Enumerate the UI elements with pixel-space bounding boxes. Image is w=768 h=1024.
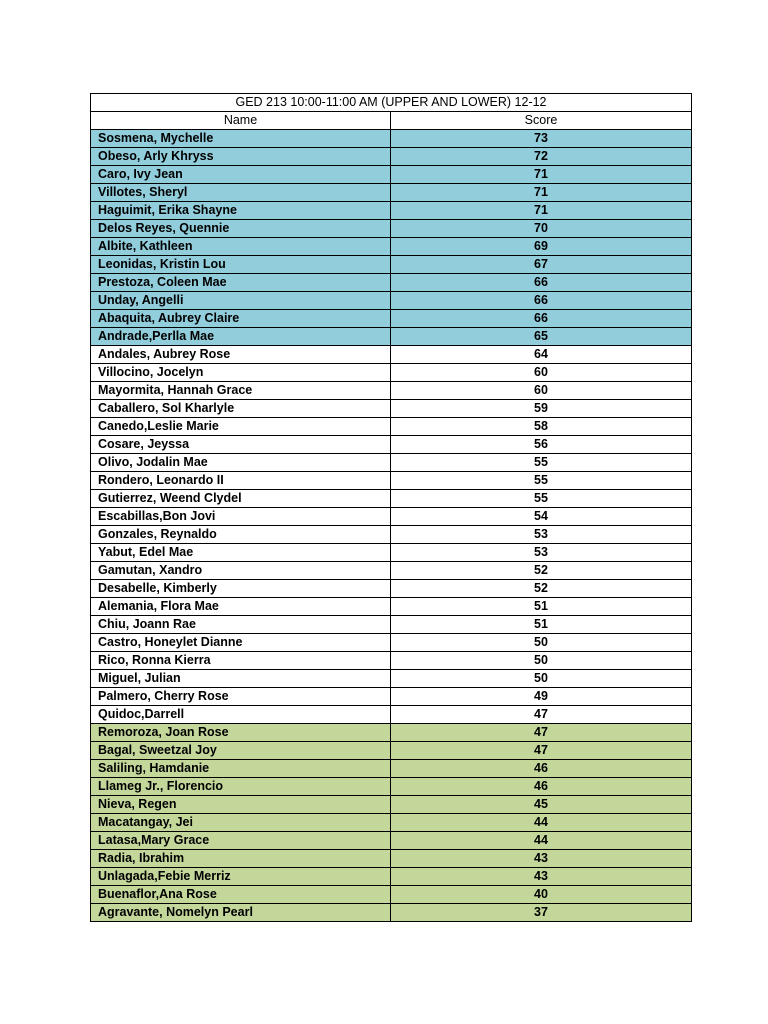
score-cell: 47 bbox=[391, 724, 692, 742]
score-cell: 60 bbox=[391, 364, 692, 382]
score-cell: 51 bbox=[391, 598, 692, 616]
student-name-cell: Llameg Jr., Florencio bbox=[91, 778, 391, 796]
table-row bbox=[91, 760, 692, 778]
table-row bbox=[91, 256, 692, 274]
student-name-cell: Andrade,Perlla Mae bbox=[91, 328, 391, 346]
table-row bbox=[91, 814, 692, 832]
table-row bbox=[91, 778, 692, 796]
student-name-cell: Delos Reyes, Quennie bbox=[91, 220, 391, 238]
table-row bbox=[91, 346, 692, 364]
table-row bbox=[91, 382, 692, 400]
table-row bbox=[91, 220, 692, 238]
student-name-cell: Saliling, Hamdanie bbox=[91, 760, 391, 778]
student-name-cell: Radia, Ibrahim bbox=[91, 850, 391, 868]
student-name-cell: Alemania, Flora Mae bbox=[91, 598, 391, 616]
score-cell: 53 bbox=[391, 526, 692, 544]
student-name-cell: Prestoza, Coleen Mae bbox=[91, 274, 391, 292]
score-cell: 71 bbox=[391, 202, 692, 220]
student-name-cell: Canedo,Leslie Marie bbox=[91, 418, 391, 436]
score-cell: 51 bbox=[391, 616, 692, 634]
table-row bbox=[91, 670, 692, 688]
table-row bbox=[91, 526, 692, 544]
score-cell: 66 bbox=[391, 292, 692, 310]
table-row bbox=[91, 274, 692, 292]
score-cell: 46 bbox=[391, 778, 692, 796]
student-name-cell: Macatangay, Jei bbox=[91, 814, 391, 832]
score-cell: 58 bbox=[391, 418, 692, 436]
student-name-cell: Abaquita, Aubrey Claire bbox=[91, 310, 391, 328]
score-cell: 52 bbox=[391, 580, 692, 598]
table-row bbox=[91, 724, 692, 742]
student-name-cell: Leonidas, Kristin Lou bbox=[91, 256, 391, 274]
table-row bbox=[91, 418, 692, 436]
table-row bbox=[91, 166, 692, 184]
student-name-cell: Miguel, Julian bbox=[91, 670, 391, 688]
student-name-cell: Unlagada,Febie Merriz bbox=[91, 868, 391, 886]
header-row bbox=[91, 112, 692, 130]
table-row bbox=[91, 562, 692, 580]
student-name-cell: Villocino, Jocelyn bbox=[91, 364, 391, 382]
table-row bbox=[91, 148, 692, 166]
student-name-cell: Palmero, Cherry Rose bbox=[91, 688, 391, 706]
score-cell: 40 bbox=[391, 886, 692, 904]
table-row bbox=[91, 742, 692, 760]
table-row bbox=[91, 202, 692, 220]
score-cell: 70 bbox=[391, 220, 692, 238]
score-cell: 50 bbox=[391, 634, 692, 652]
score-cell: 44 bbox=[391, 832, 692, 850]
student-name-cell: Gonzales, Reynaldo bbox=[91, 526, 391, 544]
student-name-cell: Albite, Kathleen bbox=[91, 238, 391, 256]
student-name-cell: Obeso, Arly Khryss bbox=[91, 148, 391, 166]
score-cell: 37 bbox=[391, 904, 692, 922]
table-row bbox=[91, 544, 692, 562]
student-name-cell: Yabut, Edel Mae bbox=[91, 544, 391, 562]
student-name-cell: Cosare, Jeyssa bbox=[91, 436, 391, 454]
score-column-header: Score bbox=[391, 112, 692, 130]
score-cell: 55 bbox=[391, 454, 692, 472]
table-row bbox=[91, 580, 692, 598]
student-name-cell: Latasa,Mary Grace bbox=[91, 832, 391, 850]
table-row bbox=[91, 328, 692, 346]
score-cell: 67 bbox=[391, 256, 692, 274]
student-name-cell: Gamutan, Xandro bbox=[91, 562, 391, 580]
table-row bbox=[91, 292, 692, 310]
table-row bbox=[91, 904, 692, 922]
student-name-cell: Unday, Angelli bbox=[91, 292, 391, 310]
score-table bbox=[90, 93, 692, 922]
score-cell: 55 bbox=[391, 490, 692, 508]
table-row bbox=[91, 832, 692, 850]
score-cell: 71 bbox=[391, 184, 692, 202]
score-cell: 56 bbox=[391, 436, 692, 454]
score-cell: 52 bbox=[391, 562, 692, 580]
table-row bbox=[91, 652, 692, 670]
score-cell: 69 bbox=[391, 238, 692, 256]
score-cell: 73 bbox=[391, 130, 692, 148]
score-cell: 66 bbox=[391, 274, 692, 292]
student-name-cell: Gutierrez, Weend Clydel bbox=[91, 490, 391, 508]
student-name-cell: Remoroza, Joan Rose bbox=[91, 724, 391, 742]
table-row bbox=[91, 634, 692, 652]
title-row bbox=[91, 94, 692, 112]
student-name-cell: Sosmena, Mychelle bbox=[91, 130, 391, 148]
table-row bbox=[91, 508, 692, 526]
table-row bbox=[91, 868, 692, 886]
sheet-title: GED 213 10:00-11:00 AM (UPPER AND LOWER) 12-12 bbox=[91, 94, 692, 112]
student-name-cell: Bagal, Sweetzal Joy bbox=[91, 742, 391, 760]
score-table-body bbox=[91, 130, 692, 922]
name-column-header: Name bbox=[91, 112, 391, 130]
score-cell: 55 bbox=[391, 472, 692, 490]
table-row bbox=[91, 616, 692, 634]
table-row bbox=[91, 130, 692, 148]
score-cell: 54 bbox=[391, 508, 692, 526]
score-cell: 43 bbox=[391, 868, 692, 886]
student-name-cell: Agravante, Nomelyn Pearl bbox=[91, 904, 391, 922]
table-row bbox=[91, 850, 692, 868]
table-row bbox=[91, 184, 692, 202]
score-cell: 43 bbox=[391, 850, 692, 868]
score-cell: 49 bbox=[391, 688, 692, 706]
score-cell: 64 bbox=[391, 346, 692, 364]
table-row bbox=[91, 400, 692, 418]
student-name-cell: Caballero, Sol Kharlyle bbox=[91, 400, 391, 418]
student-name-cell: Escabillas,Bon Jovi bbox=[91, 508, 391, 526]
score-cell: 66 bbox=[391, 310, 692, 328]
score-cell: 50 bbox=[391, 670, 692, 688]
score-cell: 59 bbox=[391, 400, 692, 418]
table-row bbox=[91, 688, 692, 706]
score-cell: 72 bbox=[391, 148, 692, 166]
student-name-cell: Rondero, Leonardo II bbox=[91, 472, 391, 490]
table-row bbox=[91, 472, 692, 490]
student-name-cell: Olivo, Jodalin Mae bbox=[91, 454, 391, 472]
student-name-cell: Rico, Ronna Kierra bbox=[91, 652, 391, 670]
table-row bbox=[91, 598, 692, 616]
table-row bbox=[91, 706, 692, 724]
table-row bbox=[91, 310, 692, 328]
score-cell: 45 bbox=[391, 796, 692, 814]
table-row bbox=[91, 364, 692, 382]
table-row bbox=[91, 238, 692, 256]
student-name-cell: Buenaflor,Ana Rose bbox=[91, 886, 391, 904]
student-name-cell: Castro, Honeylet Dianne bbox=[91, 634, 391, 652]
score-cell: 60 bbox=[391, 382, 692, 400]
student-name-cell: Chiu, Joann Rae bbox=[91, 616, 391, 634]
score-cell: 44 bbox=[391, 814, 692, 832]
student-name-cell: Haguimit, Erika Shayne bbox=[91, 202, 391, 220]
score-sheet bbox=[90, 93, 691, 922]
table-row bbox=[91, 436, 692, 454]
table-row bbox=[91, 886, 692, 904]
score-cell: 47 bbox=[391, 706, 692, 724]
student-name-cell: Caro, Ivy Jean bbox=[91, 166, 391, 184]
student-name-cell: Andales, Aubrey Rose bbox=[91, 346, 391, 364]
table-row bbox=[91, 490, 692, 508]
student-name-cell: Nieva, Regen bbox=[91, 796, 391, 814]
student-name-cell: Desabelle, Kimberly bbox=[91, 580, 391, 598]
score-cell: 50 bbox=[391, 652, 692, 670]
score-cell: 71 bbox=[391, 166, 692, 184]
score-cell: 65 bbox=[391, 328, 692, 346]
score-cell: 47 bbox=[391, 742, 692, 760]
score-cell: 46 bbox=[391, 760, 692, 778]
student-name-cell: Mayormita, Hannah Grace bbox=[91, 382, 391, 400]
table-row bbox=[91, 796, 692, 814]
table-row bbox=[91, 454, 692, 472]
student-name-cell: Quidoc,Darrell bbox=[91, 706, 391, 724]
score-cell: 53 bbox=[391, 544, 692, 562]
student-name-cell: Villotes, Sheryl bbox=[91, 184, 391, 202]
